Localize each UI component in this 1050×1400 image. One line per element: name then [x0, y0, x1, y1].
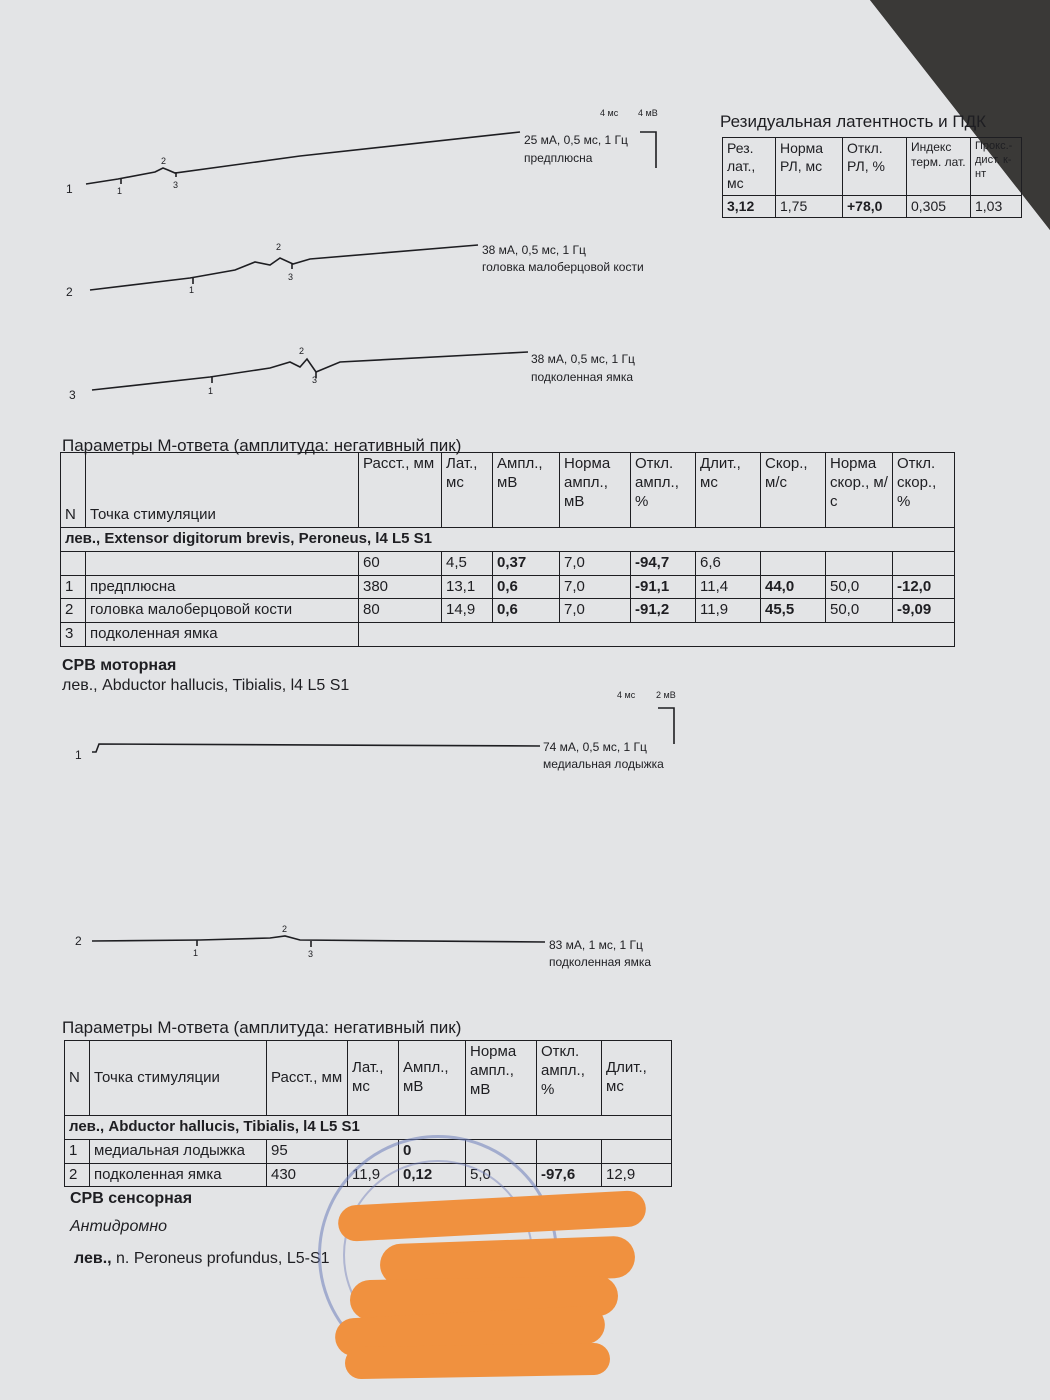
table-cell: 60 [359, 551, 442, 575]
column-header: Ампл., мВ [493, 453, 560, 528]
column-header: Лат., мс [348, 1041, 399, 1116]
table-cell: 0,6 [493, 599, 560, 623]
table-cell: 5,0 [466, 1163, 537, 1187]
table-cell: -12,0 [893, 575, 955, 599]
table-cell: 3,12 [723, 195, 776, 218]
table-cell: 7,0 [560, 599, 631, 623]
trace-3-site: подколенная ямка [531, 370, 634, 384]
table-cell: медиальная лодыжка [90, 1139, 267, 1163]
table-header-row [723, 138, 1022, 196]
column-header: Ампл., мВ [399, 1041, 466, 1116]
table-cell: 3 [61, 623, 86, 647]
table-group-row [61, 528, 955, 552]
trace-4-params: 74 мА, 0,5 мс, 1 Гц [543, 740, 647, 754]
column-header: Длит., мс [696, 453, 761, 528]
trace-1-marker-1: 1 [117, 186, 123, 196]
trace-3-marker-2: 2 [299, 346, 305, 356]
scale-amp-1: 4 мВ [638, 108, 658, 118]
trace-3-params: 38 мА, 0,5 мс, 1 Гц [531, 352, 635, 366]
table-cell: 1 [61, 575, 86, 599]
table-row [61, 575, 955, 599]
table-cell: 50,0 [826, 575, 893, 599]
section-motor-subtitle: лев., Abductor hallucis, Tibialis, l4 L5 S1 [62, 677, 350, 694]
trace-3-line [92, 352, 528, 390]
scale-time-2: 4 мс [617, 690, 636, 700]
section-motor-title: СРВ моторная [62, 657, 177, 674]
column-header: Точка стимуляции [86, 453, 359, 528]
table-cell: 80 [359, 599, 442, 623]
table-cell: 1 [65, 1139, 90, 1163]
trace-4-number: 1 [75, 748, 82, 762]
trace-1-marker-2: 2 [161, 156, 167, 166]
trace-1-marker-3: 3 [173, 180, 179, 190]
table-cell [537, 1139, 602, 1163]
table-cell: 44,0 [761, 575, 826, 599]
table-row [61, 551, 955, 575]
trace-5-number: 2 [75, 934, 82, 948]
table-cell: -97,6 [537, 1163, 602, 1187]
column-header: Откл. ампл., % [631, 453, 696, 528]
table-cell: предплюсна [86, 575, 359, 599]
table-cell: 2 [61, 599, 86, 623]
table-cell: 0 [399, 1139, 466, 1163]
trace-1-number: 1 [66, 182, 73, 196]
table-cell: +78,0 [843, 195, 907, 218]
column-header: Длит., мс [602, 1041, 672, 1116]
trace-3-marker-1: 1 [208, 386, 214, 396]
trace-5-params: 83 мА, 1 мс, 1 Гц [549, 938, 643, 952]
scale-amp-2: 2 мВ [656, 690, 676, 700]
trace-3-number: 3 [69, 388, 76, 402]
scale-time-1: 4 мс [600, 108, 619, 118]
table-header-row [61, 453, 955, 528]
table-cell [359, 623, 955, 647]
column-header: Расст., мм [359, 453, 442, 528]
section-sensory-title: СРВ сенсорная [70, 1190, 193, 1207]
section-sensory-mode: Антидромно [70, 1218, 168, 1235]
table-row [61, 623, 955, 647]
trace-4-site: медиальная лодыжка [543, 757, 664, 771]
table-cell: 7,0 [560, 551, 631, 575]
table-2-title: Параметры М-ответа (амплитуда: негативный пик) [62, 1018, 462, 1037]
table-cell: -9,09 [893, 599, 955, 623]
trace-1-line [86, 132, 520, 184]
table-row [723, 195, 1022, 218]
table-cell: 1,03 [971, 195, 1022, 218]
residual-table [722, 137, 1022, 218]
column-header: Скор., м/с [761, 453, 826, 528]
column-header: Индекс терм. лат. [907, 138, 971, 196]
trace-2-line [90, 245, 478, 290]
table-cell: 1,75 [776, 195, 843, 218]
table-cell: 14,9 [442, 599, 493, 623]
muscle-group-label: лев., Abductor hallucis, Tibialis, l4 L5 S1 [65, 1116, 672, 1140]
column-header: Точка стимуляции [90, 1041, 267, 1116]
table-cell [61, 551, 86, 575]
table-cell: -91,2 [631, 599, 696, 623]
trace-5-marker-1: 1 [193, 948, 199, 958]
trace-2-marker-3: 3 [288, 272, 294, 282]
table-cell [602, 1139, 672, 1163]
table-cell: подколенная ямка [86, 623, 359, 647]
trace-4-line [92, 744, 540, 752]
trace-5-marker-3: 3 [308, 949, 314, 959]
table-cell: 50,0 [826, 599, 893, 623]
table-cell: 45,5 [761, 599, 826, 623]
table-cell [893, 551, 955, 575]
table-header-row [65, 1041, 672, 1116]
side-label: лев., [74, 1250, 112, 1267]
table-cell [86, 551, 359, 575]
trace-2-marker-1: 1 [189, 285, 195, 295]
table-cell: 0,12 [399, 1163, 466, 1187]
trace-2-number: 2 [66, 285, 73, 299]
motor-response-table-1 [60, 452, 955, 647]
table-cell: подколенная ямка [90, 1163, 267, 1187]
trace-3-marker-3: 3 [312, 375, 318, 385]
table-group-row [65, 1116, 672, 1140]
column-header: Норма РЛ, мс [776, 138, 843, 196]
table-cell: 0,37 [493, 551, 560, 575]
table-cell [826, 551, 893, 575]
column-header: Лат., мс [442, 453, 493, 528]
nerve-label: n. Peroneus profundus, L5-S1 [116, 1250, 330, 1267]
column-header: Рез. лат., мс [723, 138, 776, 196]
section-sensory-nerve [74, 1250, 330, 1268]
column-header: N [61, 453, 86, 528]
table-cell: 0,305 [907, 195, 971, 218]
table-cell: 11,4 [696, 575, 761, 599]
table-cell [761, 551, 826, 575]
trace-2-marker-2: 2 [276, 242, 282, 252]
table-cell: 7,0 [560, 575, 631, 599]
calibration-bar-1 [640, 132, 656, 168]
table-cell: 0,6 [493, 575, 560, 599]
column-header: Откл. ампл., % [537, 1041, 602, 1116]
column-header: Откл. РЛ, % [843, 138, 907, 196]
table-cell: 430 [267, 1163, 348, 1187]
trace-2-params: 38 мА, 0,5 мс, 1 Гц [482, 243, 586, 257]
table-cell: 4,5 [442, 551, 493, 575]
trace-5-site: подколенная ямка [549, 955, 652, 969]
trace-5-marker-2: 2 [282, 924, 288, 934]
trace-1-site: предплюсна [524, 151, 593, 165]
table-cell: 13,1 [442, 575, 493, 599]
muscle-group-label: лев., Extensor digitorum brevis, Peroneus, l4 L5 S1 [61, 528, 955, 552]
residual-title: Резидуальная латентность и ПДК [720, 112, 986, 131]
column-header: Норма ампл., мВ [466, 1041, 537, 1116]
table-cell: 11,9 [696, 599, 761, 623]
table-cell: 95 [267, 1139, 348, 1163]
calibration-bar-2 [658, 708, 674, 744]
table-cell: 2 [65, 1163, 90, 1187]
table-cell: -94,7 [631, 551, 696, 575]
trace-1-params: 25 мА, 0,5 мс, 1 Гц [524, 133, 628, 147]
redaction-mark [345, 1343, 611, 1380]
table-cell: -91,1 [631, 575, 696, 599]
table-cell: 12,9 [602, 1163, 672, 1187]
table-cell: головка малоберцовой кости [86, 599, 359, 623]
column-header: Откл. скор., % [893, 453, 955, 528]
trace-5-line [92, 936, 545, 942]
column-header: Прокс.-дист. к-нт [971, 138, 1022, 196]
column-header: Расст., мм [267, 1041, 348, 1116]
table-1-title: Параметры М-ответа (амплитуда: негативный пик) [62, 436, 462, 455]
table-row [61, 599, 955, 623]
column-header: Норма скор., м/с [826, 453, 893, 528]
column-header: N [65, 1041, 90, 1116]
table-cell: 6,6 [696, 551, 761, 575]
column-header: Норма ампл., мВ [560, 453, 631, 528]
table-cell: 380 [359, 575, 442, 599]
table-cell: 11,9 [348, 1163, 399, 1187]
trace-2-site: головка малоберцовой кости [482, 260, 644, 274]
